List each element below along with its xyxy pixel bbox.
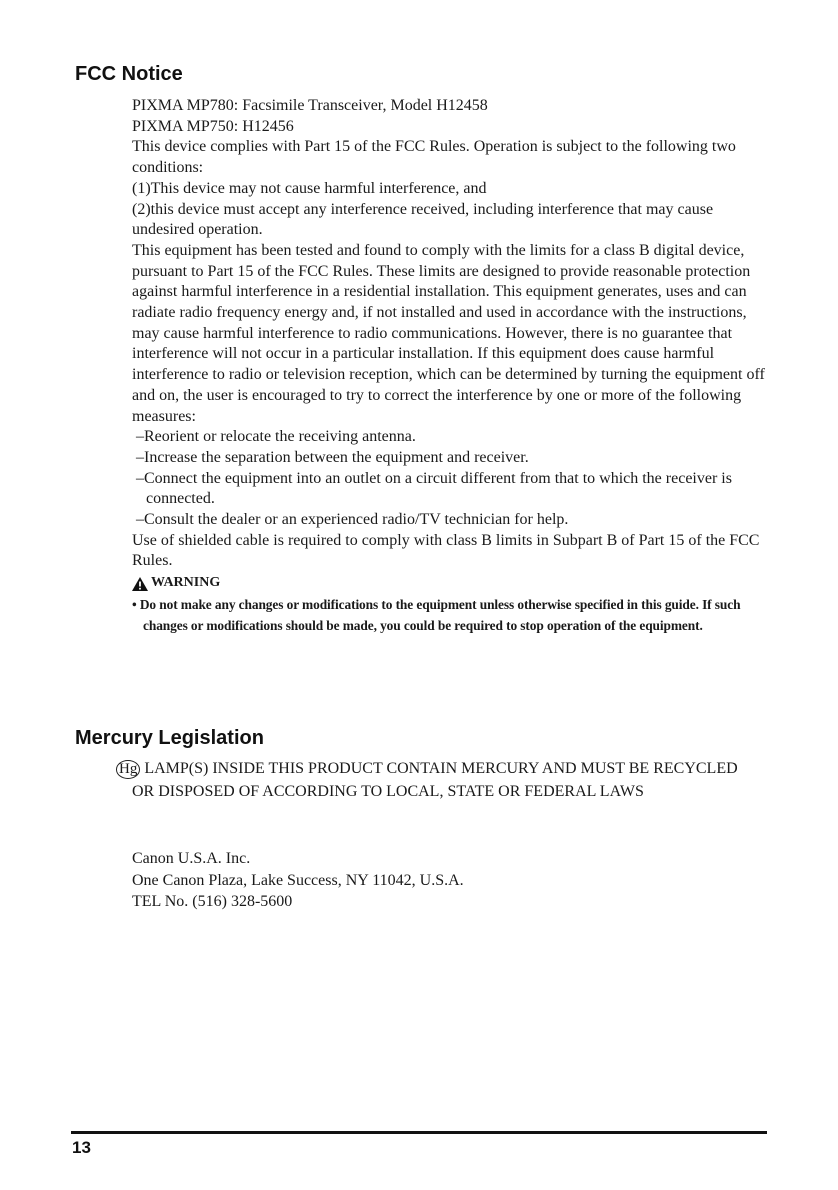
fcc-notice-heading: FCC Notice xyxy=(75,63,183,85)
condition-1: (1)This device may not cause harmful interference, and xyxy=(132,179,487,197)
warning-icon xyxy=(132,577,148,591)
model-line-2: PIXMA MP750: H12456 xyxy=(132,117,294,135)
phone-number: TEL No. (516) 328-5600 xyxy=(132,893,293,910)
mercury-notice-text: LAMP(S) INSIDE THIS PRODUCT CONTAIN MERCURY AND MUST BE RECYCLED OR DISPOSED OF ACCORDING TO LOCAL, STATE OR FEDERAL LAWS xyxy=(132,760,738,800)
warning-label: WARNING xyxy=(151,575,221,591)
warning-text: • Do not make any changes or modifications to the equipment unless otherwise specified in this guide. If such changes or modifications should be made, you could be required to stop operation of the equipment. xyxy=(132,596,741,633)
company-name: Canon U.S.A. Inc. xyxy=(132,850,251,867)
footer-rule xyxy=(71,1131,767,1134)
compliance-intro: This device complies with Part 15 of the FCC Rules. Operation is subject to the following two conditions: xyxy=(132,138,736,177)
model-line-1: PIXMA MP780: Facsimile Transceiver, Model H12458 xyxy=(132,97,488,114)
condition-2: (2)this device must accept any interference received, including interference that may cause undesired operation. xyxy=(132,200,714,239)
shielded-cable-note: Use of shielded cable is required to comply with class B limits in Subpart B of Part 15 of the FCC Rules. xyxy=(132,531,760,570)
measure-item: –Consult the dealer or an experienced radio/TV technician for help. xyxy=(136,511,569,529)
hg-symbol: Hg xyxy=(116,760,140,779)
warning-heading xyxy=(132,573,772,594)
measure-item: –Connect the equipment into an outlet on a circuit different from that to which the receiver is connected. xyxy=(136,469,732,508)
equipment-paragraph: This equipment has been tested and found to comply with the limits for a class B digital device, pursuant to Part 15 of the FCC Rules. These limits are designed to provide reasonable protection against harmful interference in a residential installation. This equipment generates, uses and can radiate radio frequency energy and, if not installed and used in accordance with the instructions, may cause harmful interference to radio communications. However, there is no guarantee that interference will not occur in a particular installation. If this equipment does cause harmful interference to radio or television reception, which can be determined by turning the equipment off and on, the user is encouraged to try to correct the interference by one or more of the following measures: xyxy=(132,241,765,425)
page-number: 13 xyxy=(72,1138,91,1157)
mercury-legislation-heading: Mercury Legislation xyxy=(75,727,264,749)
mercury-notice xyxy=(119,758,762,803)
measure-item: –Reorient or relocate the receiving antenna. xyxy=(136,428,416,446)
street-address: One Canon Plaza, Lake Success, NY 11042, U.S.A. xyxy=(132,871,464,889)
measure-item: –Increase the separation between the equipment and receiver. xyxy=(136,448,529,466)
company-address xyxy=(132,848,464,913)
fcc-notice-body xyxy=(132,96,772,636)
